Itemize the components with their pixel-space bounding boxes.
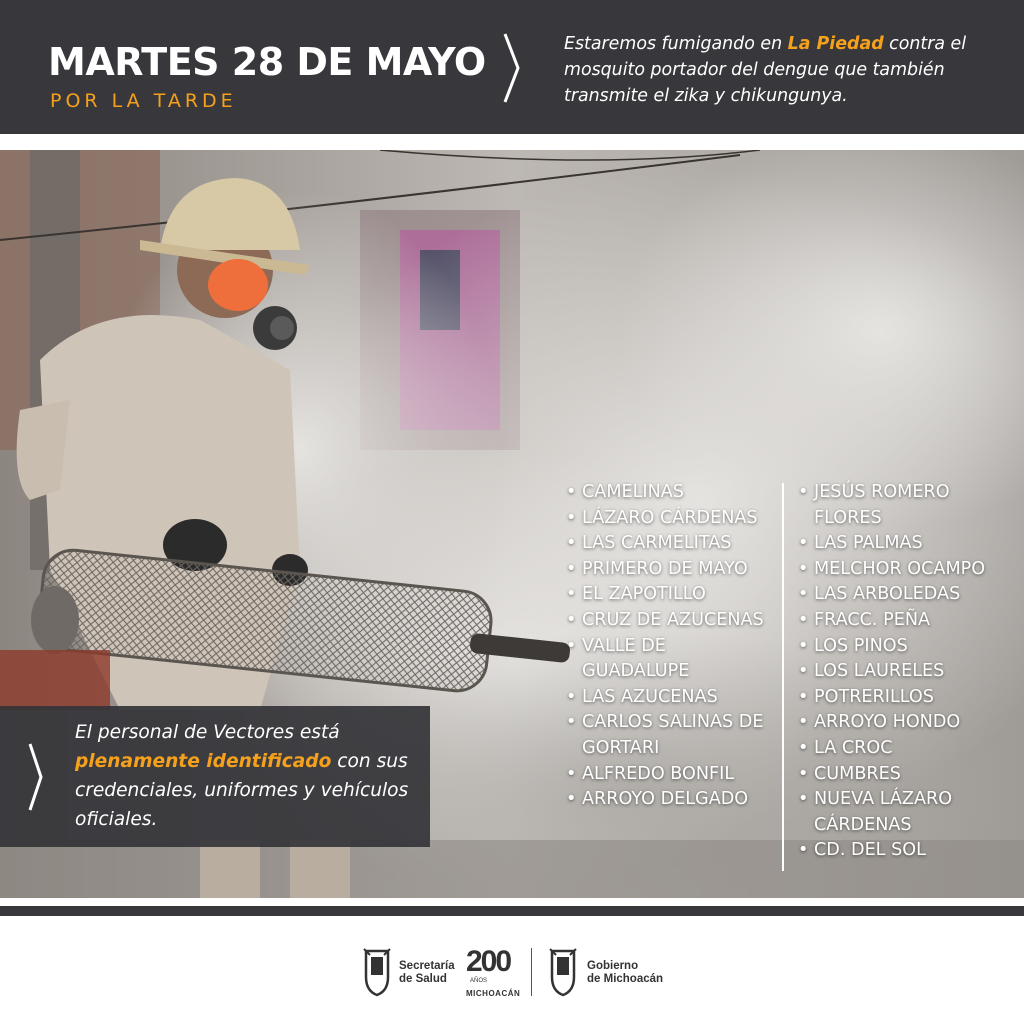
list-item: • LA CROC [798,736,1018,762]
anniversary-number: 200 [466,945,511,978]
time-of-day: POR LA TARDE [50,90,237,112]
message-text-before: Estaremos fumigando en [564,34,788,54]
notice-highlight: plenamente identificado [75,751,332,772]
list-item: • POTRERILLOS [798,685,1018,711]
notice-text-after: con sus credenciales, uniformes y vehículos oficiales. [75,751,409,830]
list-item: • FRACC. PEÑA [798,608,1018,634]
message-location: La Piedad [787,34,884,54]
anniversary-state: MICHOACÁN [466,989,521,998]
list-item: • LAS CARMELITAS [566,531,771,557]
list-item: • LAS PALMAS [798,531,1018,557]
gob-line-2: de Michoacán [587,973,664,985]
anniversary-years: AÑOS [470,978,488,984]
list-item: • LAS AZUCENAS [566,685,771,711]
list-item: • CAMELINAS [566,480,771,506]
message-text-after: contra el mosquito portador del dengue que también transmite el zika y chikungunya. [564,34,967,106]
salud-logo-text [399,960,455,986]
coat-of-arms-icon [362,947,392,997]
list-item: • VALLE DE GUADALUPE [566,634,771,685]
date-title: MARTES 28 DE MAYO [48,40,486,84]
list-item: • LOS PINOS [798,634,1018,660]
footer-divider [531,948,532,996]
salud-line-1: Secretaría [399,960,455,972]
list-item: • JESÚS ROMERO FLORES [798,480,1018,531]
list-item: • CRUZ DE AZUCENAS [566,608,771,634]
list-item: • CD. DEL SOL [798,838,1018,864]
footer-band [0,906,1024,916]
chevron-right-icon [28,742,44,812]
salud-line-2: de Salud [399,973,447,985]
list-item: • LOS LAURELES [798,659,1018,685]
header-message [564,31,1004,109]
colonias-list-1 [566,480,771,813]
list-item: • NUEVA LÁZARO CÁRDENAS [798,787,1018,838]
list-item: • ARROYO DELGADO [566,787,771,813]
list-item: • LÁZARO CÁRDENAS [566,506,771,532]
chevron-right-icon [503,32,521,104]
list-item: • PRIMERO DE MAYO [566,557,771,583]
notice-text-before: El personal de Vectores está [75,722,340,743]
list-item: • CUMBRES [798,762,1018,788]
gob-line-1: Gobierno [587,960,639,972]
list-item: • MELCHOR OCAMPO [798,557,1018,583]
list-item: • ALFREDO BONFIL [566,762,771,788]
column-divider [782,483,784,871]
coat-of-arms-icon [548,947,578,997]
colonias-list-2 [798,480,1018,864]
list-item: • LAS ARBOLEDAS [798,582,1018,608]
gobierno-logo-text [587,960,663,986]
notice-text [75,718,420,834]
list-item: • CARLOS SALINAS DE GORTARI [566,710,771,761]
list-item: • ARROYO HONDO [798,710,1018,736]
list-item: • EL ZAPOTILLO [566,582,771,608]
